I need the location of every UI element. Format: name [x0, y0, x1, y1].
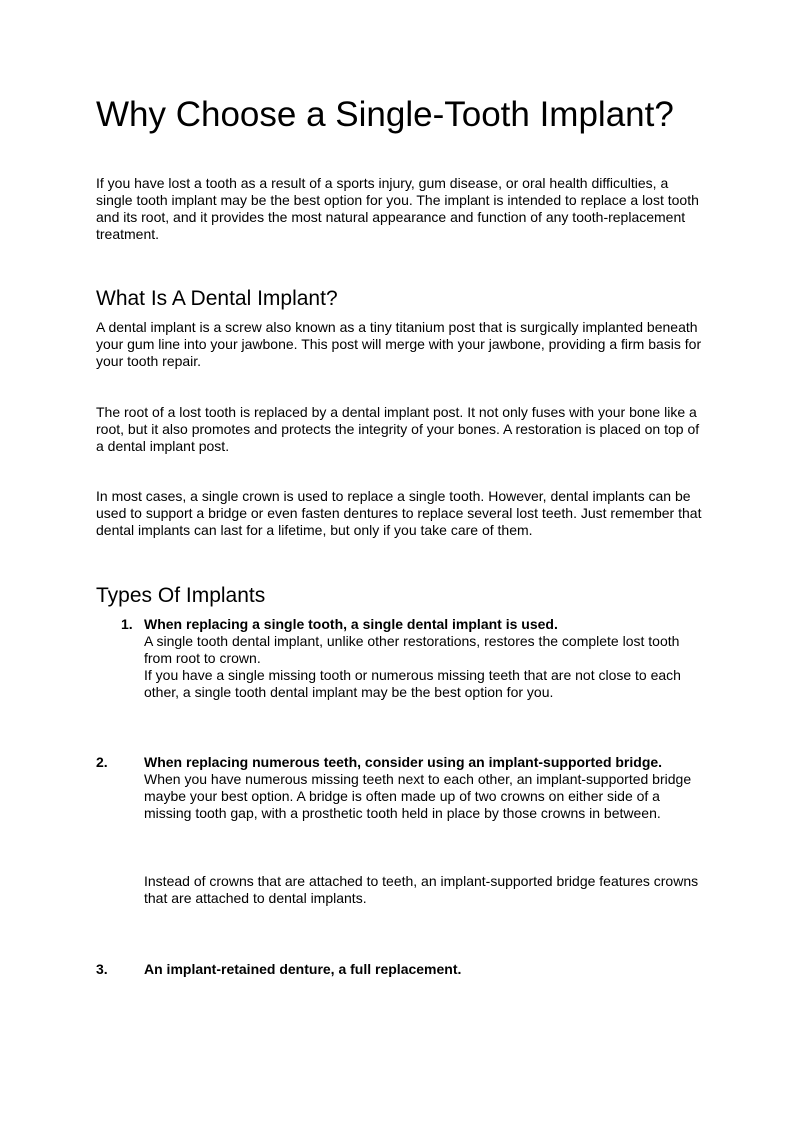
- list-item-content: [144, 616, 700, 701]
- list-item-text: A single tooth dental implant, unlike other restorations, restores the complete lost tooth from root to crown.: [144, 633, 680, 666]
- list-item-title: An implant-retained denture, a full replacement.: [144, 961, 462, 977]
- intro-paragraph: If you have lost a tooth as a result of a sports injury, gum disease, or oral health difficulties, a single tooth implant may be the best option for you. The implant is intended to replace a lost tooth and its root, and it provides the most natural appearance and function of any tooth-replacement treatment.: [96, 175, 699, 242]
- list-item-number: 1.: [121, 616, 133, 632]
- section-heading-types: Types Of Implants: [96, 584, 266, 607]
- paragraph-implant-root: The root of a lost tooth is replaced by a dental implant post. It not only fuses with your bone like a root, but it also promotes and protects the integrity of your bones. A restoration is placed on top of a dental implant post.: [96, 404, 700, 454]
- list-item-number: 2.: [96, 754, 108, 770]
- section-heading-dental-implant: What Is A Dental Implant?: [96, 287, 338, 310]
- list-item-content: [144, 961, 700, 978]
- paragraph-implant-uses: In most cases, a single crown is used to replace a single tooth. However, dental implants can be used to support a bridge or even fasten dentures to replace several lost teeth. Just remember that dental implants can last for a lifetime, but only if you take care of them.: [96, 488, 702, 538]
- list-item-text: If you have a single missing tooth or numerous missing teeth that are not close to each other, a single tooth dental implant may be the best option for you.: [144, 667, 681, 700]
- list-item-title: When replacing numerous teeth, consider using an implant-supported bridge.: [144, 754, 663, 770]
- list-item-text: When you have numerous missing teeth next to each other, an implant-supported bridge maybe your best option. A bridge is often made up of two crowns on either side of a missing tooth gap, with a prosthetic tooth held in place by those crowns in between.: [144, 771, 692, 821]
- list-item-number: 3.: [96, 961, 108, 977]
- list-item-content: [144, 754, 700, 822]
- list-item-title: When replacing a single tooth, a single dental implant is used.: [144, 616, 558, 632]
- page-title: Why Choose a Single-Tooth Implant?: [96, 95, 674, 134]
- list-item-note: Instead of crowns that are attached to teeth, an implant-supported bridge features crowns that are attached to dental implants.: [144, 873, 699, 906]
- paragraph-implant-definition: A dental implant is a screw also known as a tiny titanium post that is surgically implanted beneath your gum line into your jawbone. This post will merge with your jawbone, providing a firm basis for your tooth repair.: [96, 319, 702, 369]
